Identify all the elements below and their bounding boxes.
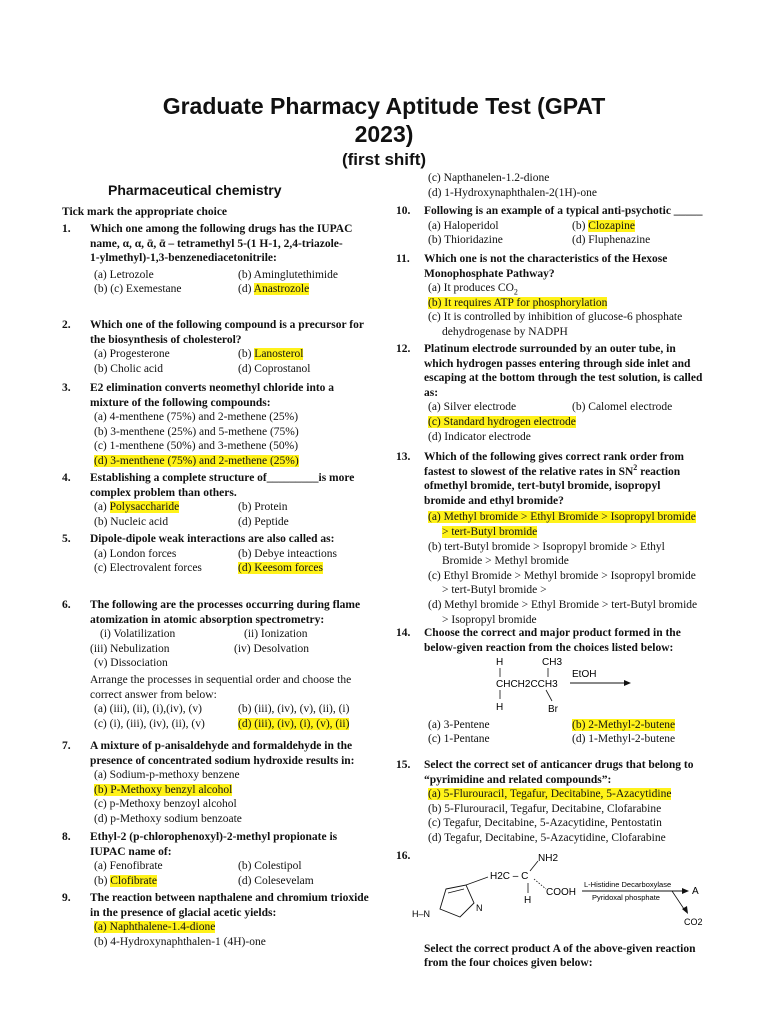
question-text: from the four choices given below: — [424, 957, 593, 970]
question-text: below-given reaction from the choices listed below: — [424, 641, 674, 654]
reagent-label: EtOH — [572, 669, 597, 681]
option-b[interactable] — [572, 219, 716, 234]
option-b[interactable]: (b) Calomel electrode — [572, 401, 673, 414]
question-15 — [396, 758, 712, 846]
carboxyl-group: COOH — [546, 887, 576, 898]
option-d[interactable]: (d) 3-menthene (75%) and 2-methene (25%) — [94, 454, 299, 467]
option-b[interactable]: (b) 4-Hydroxynaphthalen-1 (4H)-one — [94, 935, 266, 948]
question-text: The following are the processes occurring during flame — [90, 599, 361, 611]
highlighted-answer: Polysaccharide — [109, 501, 180, 514]
atom-h-bottom: H — [496, 702, 504, 714]
option-d[interactable]: (d) 1-Hydroxynaphthalen-2(1H)-one — [428, 186, 597, 199]
question-number: 7. — [62, 740, 71, 752]
process-item: (iii) Nebulization — [90, 642, 170, 655]
option-a[interactable]: (a) Haloperidol — [428, 219, 499, 232]
page-title — [0, 92, 768, 148]
question-text: A mixture of p-anisaldehyde and formaldehyde in the — [90, 740, 353, 752]
process-item: (iv) Desolvation — [234, 642, 310, 655]
carbon-dioxide: CO2 — [684, 917, 703, 927]
option-label: (b) — [572, 219, 589, 232]
option-d[interactable]: (d) (iii), (iv), (i), (v), (ii) — [238, 717, 350, 730]
question-text: 1-ylmethyl)-1,3-benzenediacetonitrile: — [90, 252, 277, 265]
process-item: (ii) Ionization — [244, 628, 308, 641]
page-subtitle: (first shift) — [341, 150, 427, 169]
question-number: 16. — [396, 850, 411, 862]
question-number: 15. — [396, 759, 411, 771]
question-number: 2. — [62, 319, 71, 331]
question-text: as: — [424, 386, 439, 399]
question-number: 5. — [62, 533, 71, 545]
amine-group: NH2 — [538, 853, 559, 864]
ch2-group: H2C – C — [490, 871, 529, 882]
option-a[interactable] — [94, 500, 238, 515]
bond — [530, 861, 538, 871]
option-a[interactable]: (a) Sodium-p-methoxy benzene — [94, 769, 240, 782]
option-label: (d) — [238, 283, 254, 296]
question-number: 10. — [396, 205, 411, 217]
process-item: (i) Volatilization — [100, 628, 176, 641]
option-b[interactable]: (b) 2-Methyl-2-butene — [572, 718, 676, 731]
product-a: A — [692, 886, 699, 897]
question-text: the biosynthesis of cholesterol? — [90, 333, 242, 346]
option-c[interactable]: (b) Nucleic acid — [94, 515, 169, 528]
title-line-1: Graduate Pharmacy Aptitude Test (GPAT — [162, 93, 606, 119]
reaction-diagram — [424, 655, 654, 717]
question-9 — [62, 891, 382, 949]
option-d[interactable]: (d) Tegafur, Decitabine, 5-Azacytidine, Clofarabine — [428, 831, 666, 844]
option-c[interactable]: (b) Cholic acid — [94, 362, 163, 375]
section-heading: Pharmaceutical chemistry — [108, 182, 282, 198]
instruction-text: Tick mark the appropriate choice — [62, 206, 228, 218]
question-3 — [62, 381, 382, 469]
question-number: 13. — [396, 451, 411, 463]
question-number: 3. — [62, 382, 71, 394]
main-chain: CHCH2CCH3 — [496, 679, 558, 691]
question-number: 11. — [396, 253, 410, 265]
option-d[interactable]: (d) 1-Methyl-2-butene — [572, 733, 676, 746]
question-text: Ethyl-2 (p-chlorophenoxyl)-2-methyl propionate is — [90, 831, 338, 843]
question-9-continued — [396, 171, 712, 200]
question-16 — [396, 849, 712, 971]
option-d[interactable]: (d) Indicator electrode — [428, 430, 531, 443]
question-number: 6. — [62, 599, 71, 611]
text-part: fastest to slowest of the relative rates in SN — [424, 465, 634, 478]
question-text: Establishing a complete structure of_________is more — [90, 472, 355, 484]
option-b[interactable]: (b) tert-Butyl bromide > Isopropyl bromide > Ethyl — [428, 540, 665, 553]
question-text: name, α, α, ᾱ, ᾱ – tetramethyl 5-(1 H-1, 2,4-triazole- — [90, 237, 343, 250]
option-a[interactable]: (a) Methyl bromide > Ethyl Bromide > Isopropyl bromide — [428, 511, 696, 524]
option-b[interactable]: (b) Protein — [238, 501, 288, 514]
question-number: 1. — [62, 223, 71, 235]
option-b[interactable]: (b) 3-menthene (25%) and 5-methene (75%) — [94, 425, 299, 438]
question-12 — [396, 342, 712, 444]
question-number: 9. — [62, 892, 71, 904]
atom-ch3: CH3 — [542, 657, 563, 669]
option-c[interactable]: (c) (i), (iii), (iv), (ii), (v) — [94, 717, 205, 730]
option-a[interactable]: (a) 3-Pentene — [428, 718, 490, 731]
highlighted-answer: Anastrozole — [253, 283, 310, 296]
alpha-hydrogen: H — [524, 895, 532, 906]
question-5 — [62, 532, 382, 576]
option-d[interactable]: (d) Fluphenazine — [572, 234, 651, 247]
option-a[interactable]: (a) Naphthalene-1.4-dione — [94, 921, 216, 934]
question-text: Which one of the following compound is a precursor for — [90, 319, 364, 331]
option-c[interactable]: (c) Standard hydrogen electrode — [428, 415, 576, 428]
option-c[interactable]: (c) It is controlled by inhibition of glucose-6 phosphate — [428, 311, 683, 324]
question-text: Monophosphate Pathway? — [424, 267, 555, 280]
hashed-bond — [534, 879, 546, 889]
option-d-continued: > Isopropyl bromide — [442, 613, 537, 626]
highlighted-answer: Clofibrate — [110, 874, 157, 887]
question-text: correct answer from below: — [90, 688, 217, 701]
option-b[interactable]: (b) (iii), (iv), (v), (ii), (i) — [238, 703, 350, 716]
option-b[interactable]: (b) Aminglutethimide — [238, 268, 338, 281]
subscript: 2 — [513, 287, 518, 297]
question-text: Platinum electrode surrounded by an outer tube, in — [424, 343, 676, 355]
superscript: 2 — [633, 462, 638, 472]
question-11 — [396, 252, 712, 340]
atom-br: Br — [548, 704, 558, 716]
option-c[interactable]: (c) 1-Pentane — [428, 733, 490, 746]
question-number: 14. — [396, 627, 411, 639]
option-c[interactable]: (c) Ethyl Bromide > Methyl bromide > Isopropyl bromide — [428, 569, 696, 582]
question-text — [424, 462, 712, 480]
option-c[interactable]: (c) Electrovalent forces — [94, 562, 202, 575]
option-d[interactable]: (d) Keesom forces — [238, 562, 323, 575]
enzyme-label: L-Histidine Decarboxylase — [584, 880, 672, 889]
option-a[interactable]: (a) (iii), (ii), (i),(iv), (v) — [94, 703, 202, 716]
question-text: Which one is not the characteristics of the Hexose — [424, 253, 668, 265]
question-text: which hydrogen passes entering through side inlet and — [424, 357, 691, 370]
option-b[interactable]: (b) 5-Flurouracil, Tegafur, Decitabine, Clofarabine — [428, 802, 662, 815]
option-label: (b) — [238, 348, 255, 361]
process-item: (v) Dissociation — [94, 657, 168, 670]
cofactor-label: Pyridoxal phosphate — [592, 893, 660, 902]
option-a-continued: > tert-Butyl bromide — [442, 525, 538, 538]
question-6 — [62, 598, 382, 731]
question-8 — [62, 830, 382, 888]
option-c[interactable] — [94, 874, 238, 889]
question-text: escaping at the bottom through the test solution, is called — [424, 372, 703, 385]
option-label: (a) — [94, 501, 110, 514]
option-c[interactable]: (c) Tegafur, Decitabine, 5-Azacytidine, Pentostatin — [428, 817, 662, 830]
option-a[interactable]: (a) 4-menthene (75%) and 2-methene (25%) — [94, 411, 299, 424]
question-number: 12. — [396, 343, 411, 355]
imidazole-ring — [440, 885, 474, 917]
question-text: “pyrimidine and related compounds”: — [424, 773, 612, 786]
ring-nh: H–N — [412, 909, 431, 919]
histidine-reaction-diagram — [406, 849, 706, 935]
arrow-head — [624, 680, 631, 686]
arrow-head — [682, 888, 689, 894]
title-line-2: 2023) — [354, 121, 414, 147]
question-text: IUPAC name of: — [90, 845, 172, 858]
option-a[interactable]: (a) Letrozole — [94, 268, 154, 281]
question-text: Dipole-dipole weak interactions are also called as: — [90, 533, 335, 545]
question-text: complex problem than others. — [90, 486, 237, 499]
highlighted-answer: Lanosterol — [254, 348, 304, 361]
double-bond — [448, 889, 464, 893]
option-b[interactable]: (b) Debye inteactions — [238, 547, 337, 560]
question-text: E2 elimination converts neomethyl chloride into a — [90, 382, 335, 394]
question-text: presence of concentrated sodium hydroxide results in: — [90, 754, 355, 767]
question-4 — [62, 471, 382, 529]
option-a[interactable]: (a) 5-Flurouracil, Tegafur, Decitabine, 5-Azacytidine — [428, 788, 672, 801]
option-b[interactable]: (b) It requires ATP for phosphorylation — [428, 296, 608, 309]
option-a[interactable] — [428, 281, 712, 296]
question-text: atomization in atomic absorption spectrometry: — [90, 613, 325, 626]
question-text: Which one among the following drugs has the IUPAC — [90, 223, 353, 235]
option-a[interactable]: (a) Progesterone — [94, 348, 170, 361]
text-part: reaction — [637, 465, 681, 478]
question-text: ofmethyl bromide, tert-butyl bromide, isopropyl — [424, 480, 661, 493]
atom-h-top: H — [496, 657, 504, 669]
bond — [466, 877, 488, 885]
question-number: 4. — [62, 472, 71, 484]
highlighted-answer: Clozapine — [588, 219, 635, 232]
option-label: (b) — [94, 874, 111, 887]
question-7 — [62, 739, 382, 827]
ring-nitrogen: N — [476, 903, 483, 913]
option-d[interactable] — [238, 282, 382, 297]
option-c[interactable]: (b) Thioridazine — [428, 234, 503, 247]
option-a[interactable]: (a) London forces — [94, 547, 177, 560]
option-label: (a) It produces CO — [428, 282, 514, 295]
option-c[interactable]: (b) (c) Exemestane — [94, 283, 182, 296]
question-text: Which of the following gives correct rank order from — [424, 451, 684, 463]
option-c[interactable]: (c) p-Methoxy benzoyl alcohol — [94, 798, 237, 811]
option-a[interactable]: (a) Fenofibrate — [94, 860, 163, 873]
question-1 — [62, 222, 382, 297]
option-b[interactable] — [238, 347, 382, 362]
option-c-continued: > tert-Butyl bromide > — [442, 584, 547, 597]
instruction — [62, 205, 382, 220]
question-text: Arrange the processes in sequential order and choose the — [90, 673, 352, 686]
option-a[interactable]: (a) Silver electrode — [428, 401, 517, 414]
question-text: Select the correct product A of the above-given reaction — [424, 942, 696, 955]
question-text: bromide and ethyl bromide? — [424, 494, 564, 507]
question-number: 8. — [62, 831, 71, 843]
option-b-continued: Bromide > Methyl bromide — [442, 555, 569, 568]
option-d[interactable]: (d) Peptide — [238, 515, 289, 528]
question-text: Select the correct set of anticancer drugs that belong to — [424, 759, 694, 771]
question-text: Choose the correct and major product formed in the — [424, 627, 681, 639]
question-2 — [62, 318, 382, 376]
option-c[interactable]: (c) 1-menthene (50%) and 3-methene (50%) — [94, 440, 299, 453]
option-d[interactable]: (d) Coprostanol — [238, 362, 311, 375]
bond — [546, 690, 552, 701]
option-b[interactable]: (b) Colestipol — [238, 860, 302, 873]
question-10 — [396, 204, 712, 248]
question-text: Following is an example of a typical anti-psychotic _____ — [424, 205, 703, 217]
question-14 — [396, 626, 712, 747]
option-d[interactable]: (d) Colesevelam — [238, 874, 314, 887]
question-text: in the presence of glacial acetic yields: — [90, 906, 277, 919]
option-d[interactable]: (d) p-Methoxy sodium benzoate — [94, 812, 242, 825]
option-c[interactable]: (c) Napthanelen-1.2-dione — [428, 172, 550, 184]
option-d[interactable]: (d) Methyl bromide > Ethyl Bromide > tert-Butyl bromide — [428, 598, 698, 611]
option-b[interactable]: (b) P-Methoxy benzyl alcohol — [94, 783, 233, 796]
question-text: The reaction between napthalene and chromium trioxide — [90, 892, 369, 904]
question-13 — [396, 450, 712, 627]
question-text: mixture of the following compounds: — [90, 396, 271, 409]
option-c-continued: dehydrogenase by NADPH — [442, 325, 568, 338]
